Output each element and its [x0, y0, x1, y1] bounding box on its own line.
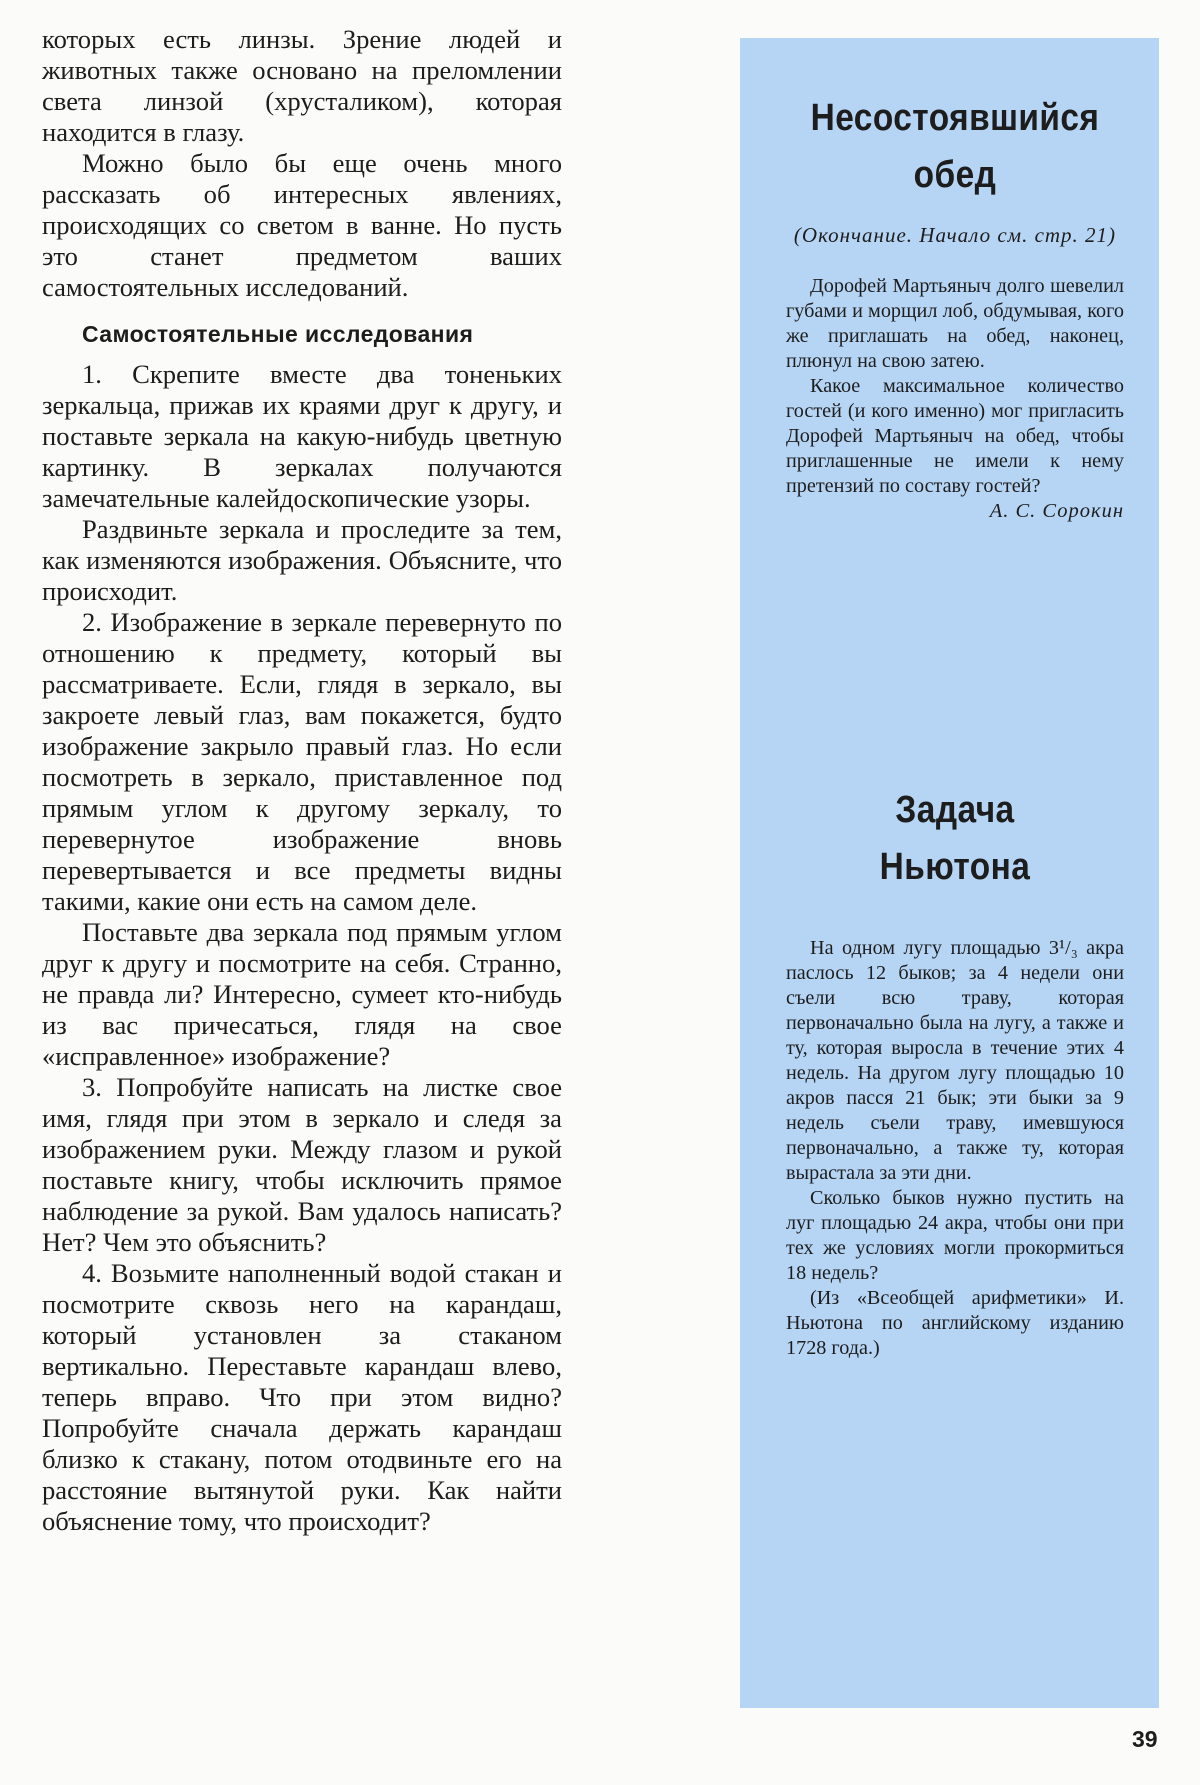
- task-1-followup: Раздвиньте зеркала и проследите за тем, как изменяются изображения. Объясните, что происходит.: [42, 514, 562, 606]
- task-2-followup: Поставьте два зеркала под прямым углом друг к другу и посмотрите на себя. Странно, не правда ли? Интересно, сумеет кто-нибудь из вас причесаться, глядя на свое «исправленное» изображение?: [42, 917, 562, 1071]
- task-4: 4. Возьмите наполненный водой стакан и посмотрите сквозь него на карандаш, который установлен за стаканом вертикально. Переставьте карандаш влево, теперь вправо. Что при этом видно? Попробуйте сначала держать карандаш близко к стакану, потом отодвиньте его на расстояние вытянутой руки. Как найти объяснение тому, что происходит?: [42, 1258, 562, 1536]
- task-3: 3. Попробуйте написать на листке свое имя, глядя при этом в зеркало и следя за изображением руки. Между глазом и рукой поставьте книгу, чтобы исключить прямое наблюдение за рукой. Вам удалось написать? Нет? Чем это объяснить?: [42, 1072, 562, 1257]
- task-2: 2. Изображение в зеркале перевернуто по отношению к предмету, который вы рассматриваете. Если, глядя в зеркало, вы закроете левый глаз, вам покажется, будто изображение закрыло правый глаз. Но если посмотреть в зеркало, приставленное под прямым углом к другому зеркалу, то перевернутое изображение вновь перевертывается и все предметы видны такими, какие они есть на самом деле.: [42, 607, 562, 916]
- section-heading: Самостоятельные исследования: [82, 321, 474, 347]
- puzzle-newton: [786, 782, 1124, 1361]
- puzzle-dinner-paragraph-1: Дорофей Мартьяныч долго шевелил губами и морщил лоб, обдумывая, кого же приглашать на обед, наконец, плюнул на свою затею.: [786, 275, 1124, 372]
- puzzle-newton-title-line2: Ньютона: [879, 846, 1031, 888]
- puzzle-dinner-paragraph-2: Какое максимальное количество гостей (и кого именно) мог пригласить Дорофей Мартьяныч на обед, чтобы приглашенные не имели к нему претензий по составу гостей?: [786, 375, 1124, 497]
- task-1: 1. Скрепите вместе два тоненьких зеркальца, прижав их краями друг к другу, и поставьте зеркала на какую-нибудь цветную картинку. В зеркалах получаются замечательные калейдоскопические узоры.: [42, 359, 562, 513]
- puzzle-newton-paragraph-2: Сколько быков нужно пустить на луг площадью 24 акра, чтобы они при тех же условиях могли прокормиться 18 недель?: [786, 1187, 1124, 1284]
- puzzle-dinner-author: А. С. Сорокин: [989, 500, 1124, 522]
- puzzle-newton-title-line1: Задача: [895, 789, 1015, 831]
- puzzle-dinner-title-line1: Несостоявшийся: [810, 97, 1100, 139]
- puzzle-newton-source: (Из «Всеобщей арифметики» И. Ньютона по английскому изданию 1728 года.): [786, 1287, 1124, 1359]
- paragraph-intro-1: которых есть линзы. Зрение людей и животных также основано на преломлении света линзой (хрусталиком), которая находится в глазу.: [42, 24, 562, 147]
- puzzle-dinner: [786, 90, 1124, 524]
- main-column: [42, 24, 562, 1537]
- puzzle-newton-paragraph-1: На одном лугу площадью 3¹/₃ акра паслось 12 быков; за 4 недели они съели всю траву, которая первоначально была на лугу, а также и ту, которая выросла в течение этих 4 недель. На другом лугу площадью 10 акров пасся 21 бык; эти быки за 9 недель съели траву, имевшуюся первоначально, а также ту, которая вырастала за эти дни.: [786, 937, 1124, 1184]
- paragraph-intro-2: Можно было бы еще очень много рассказать об интересных явлениях, происходящих со светом в ванне. Но пусть это станет предметом ваших самостоятельных исследований.: [42, 148, 562, 302]
- sidebar-box: [740, 38, 1159, 1708]
- puzzle-dinner-title-line2: обед: [913, 154, 997, 196]
- puzzle-dinner-note: (Окончание. Начало см. стр. 21): [793, 223, 1117, 247]
- page-number: 39: [1132, 1726, 1158, 1752]
